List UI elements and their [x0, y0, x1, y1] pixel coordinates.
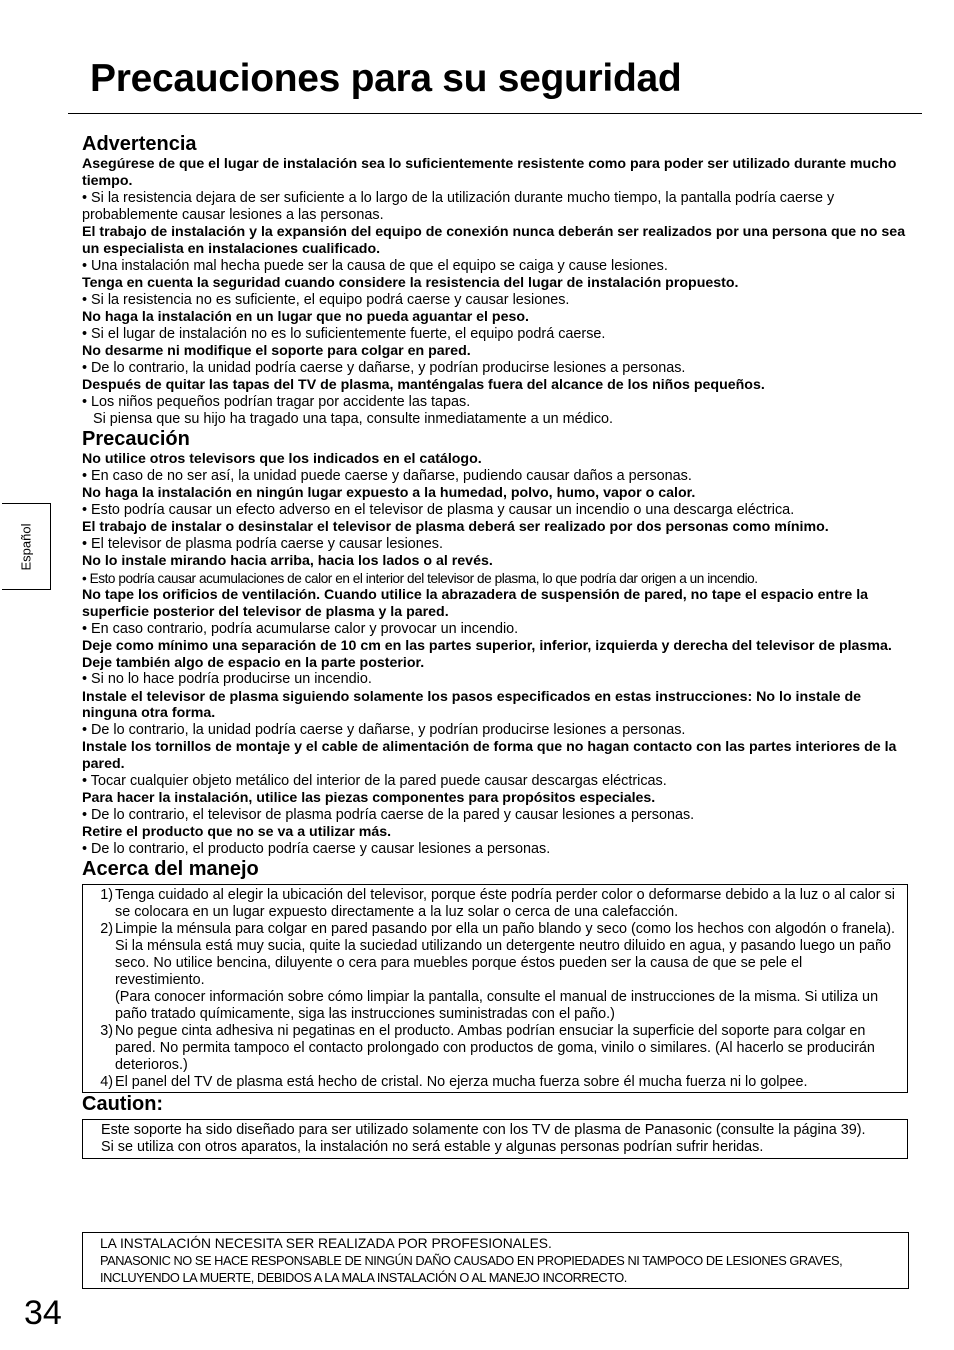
page-title: Precauciones para su seguridad	[90, 57, 682, 100]
item-number: 4)	[100, 1074, 113, 1091]
list-item	[95, 1023, 895, 1074]
caution-note: • Si no lo hace podría producirse un incendio.	[82, 671, 372, 688]
precaucion-heading: Precaución	[82, 428, 190, 450]
notice-disclaimer: PANASONIC NO SE HACE RESPONSABLE DE NINGÚN DAÑO CAUSADO EN PROPIEDADES NI TAMPOCO DE LESIONES GRAVES, INCLUYENDO LA MUERTE, DEBIDOS A LA MALA INSTALACIÓN O AL MANEJO INCORRECTO.	[100, 1253, 843, 1285]
caution-statement: No tape los orificios de ventilación. Cuando utilice la abrazadera de suspensión de pared, no tape el espacio entre la superficie posterior del televisor de plasma y la pared.	[82, 587, 869, 620]
list-item	[95, 921, 895, 1023]
caution-note: • En caso de no ser así, la unidad puede caerse y dañarse, pudiendo causar daños a personas.	[82, 467, 692, 484]
professional-notice-box	[82, 1232, 909, 1289]
caution-note: • De lo contrario, el televisor de plasma podría caerse de la pared y causar lesiones a personas.	[82, 806, 695, 823]
warning-note: • Los niños pequeños podrían tragar por accidente las tapas.	[82, 393, 471, 410]
caution-statement: Instale los tornillos de montaje y el cable de alimentación de forma que no hagan contacto con las partes interiores de la pared.	[82, 739, 897, 773]
warning-statement: No haga la instalación en un lugar que no pueda aguantar el peso.	[82, 308, 529, 325]
caution-note: • Esto podría causar acumulaciones de calor en el interior del televisor de plasma, lo que podría dar origen a un incendio.	[82, 570, 758, 586]
item-number: 2)	[100, 921, 113, 938]
manejo-heading: Acerca del manejo	[82, 858, 259, 881]
warning-statement: El trabajo de instalación y la expansión del equipo de conexión nunca deberán ser realizados por una persona que no sea un especialista en instalaciones cualificado.	[82, 224, 906, 257]
item-text: Tenga cuidado al elegir la ubicación del televisor, porque éste podría perder color o deformarse debido a la luz o al calor si se colocara en un lugar expuesto directamente a la luz solar o cerca de una calefacción.	[115, 887, 895, 921]
warning-statement: Tenga en cuenta la seguridad cuando considere la resistencia del lugar de instalación propuesto.	[82, 274, 739, 291]
advertencia-list	[82, 156, 908, 428]
warning-statement: No desarme ni modifique el soporte para colgar en pared.	[82, 342, 471, 359]
caution-note: • Esto podría causar un efecto adverso en el televisor de plasma y causar un incendio o una descarga eléctrica.	[82, 501, 795, 518]
caution-note: • En caso contrario, podría acumularse calor y provocar un incendio.	[82, 620, 519, 637]
warning-statement: Después de quitar las tapas del TV de plasma, manténgalas fuera del alcance de los niños pequeños.	[82, 376, 765, 393]
caution-statement: No lo instale mirando hacia arriba, hacia los lados o al revés.	[82, 553, 493, 569]
title-divider	[68, 113, 922, 114]
caution-statement: No utilice otros televisors que los indicados en el catálogo.	[82, 451, 482, 467]
warning-statement: Asegúrese de que el lugar de instalación sea lo suficientemente resistente como para poder ser utilizado durante mucho tiempo.	[82, 156, 897, 189]
item-text-group	[115, 921, 895, 1023]
caution-statement: Instale el televisor de plasma siguiendo solamente los pasos especificados en estas instrucciones: No lo instale de ninguna otra forma.	[82, 688, 862, 722]
caution-line: Este soporte ha sido diseñado para ser utilizado solamente con los TV de plasma de Panasonic (consulte la página 39).	[101, 1122, 866, 1139]
caution-note: • De lo contrario, el producto podría caerse y causar lesiones a personas.	[82, 840, 551, 857]
item-extra-text: (Para conocer información sobre cómo limpiar la pantalla, consulte el manual de instrucciones de la misma. Si utiliza un paño tratado químicamente, siga las instrucciones suministradas con el paño.)	[115, 989, 879, 1023]
handling-box	[82, 884, 908, 1093]
warning-note: Si piensa que su hijo ha tragado una tapa, consulte inmediatamente a un médico.	[93, 410, 614, 427]
main-content	[82, 133, 908, 1159]
list-item	[95, 887, 895, 921]
caution-note: • Tocar cualquier objeto metálico del interior de la pared puede causar descargas eléctricas.	[82, 772, 667, 789]
caution-heading: Caution:	[82, 1093, 164, 1116]
warning-note: • De lo contrario, la unidad podría caerse y dañarse, y podrían producirse lesiones a personas.	[82, 359, 686, 376]
list-item	[95, 1074, 895, 1091]
warning-note: • Una instalación mal hecha puede ser la causa de que el equipo se caiga y cause lesiones.	[82, 257, 668, 274]
page-number: 34	[24, 1294, 62, 1332]
item-number: 3)	[100, 1023, 113, 1040]
precaucion-list	[82, 451, 908, 858]
caution-box	[82, 1119, 908, 1159]
warning-note: • Si el lugar de instalación no es lo suficientemente fuerte, el equipo podrá caerse.	[82, 325, 606, 342]
warning-note: • Si la resistencia no es suficiente, el equipo podrá caerse y causar lesiones.	[82, 291, 570, 308]
caution-statement: Deje como mínimo una separación de 10 cm en las partes superior, inferior, izquierda y derecha del televisor de plasma. Deje también algo de espacio en la parte posterior.	[82, 637, 892, 671]
warning-note: • Si la resistencia dejara de ser suficiente a lo largo de la utilización durante mucho tiempo, la pantalla podría caerse y probablemente causar lesiones a las personas.	[82, 189, 835, 223]
item-text: El panel del TV de plasma está hecho de cristal. No ejerza mucha fuerza sobre él mucha fuerza ni lo golpee.	[115, 1074, 808, 1091]
caution-statement: Para hacer la instalación, utilice las piezas componentes para propósitos especiales.	[82, 790, 656, 807]
caution-line: Si se utiliza con otros aparatos, la instalación no será estable y algunas personas podrían sufrir heridas.	[101, 1139, 764, 1156]
item-text: Limpie la ménsula para colgar en pared pasando por ella un paño blando y seco (como los hechos con algodón o franela). Si la ménsula está muy sucia, quite la suciedad utilizando un detergente neutro diluido en agua, y pasando luego un paño seco. No utilice bencina, diluyente o cera para muebles porque éstos pueden ser la causa de que se pele el revestimiento.	[115, 921, 895, 989]
language-side-tab	[2, 503, 51, 590]
caution-note: • De lo contrario, la unidad podría caerse y dañarse, y podrían producirse lesiones a personas.	[82, 722, 686, 739]
caution-statement: El trabajo de instalar o desinstalar el televisor de plasma deberá ser realizado por dos personas como mínimo.	[82, 519, 829, 535]
caution-note: • El televisor de plasma podría caerse y causar lesiones.	[82, 535, 443, 552]
notice-line: LA INSTALACIÓN NECESITA SER REALIZADA POR PROFESIONALES.	[100, 1236, 552, 1251]
caution-statement: No haga la instalación en ningún lugar expuesto a la humedad, polvo, humo, vapor o calor.	[82, 485, 696, 501]
caution-statement: Retire el producto que no se va a utilizar más.	[82, 824, 392, 841]
item-number: 1)	[100, 887, 113, 904]
item-text: No pegue cinta adhesiva ni pegatinas en el producto. Ambas podrían ensuciar la superficie del soporte para colgar en pared. No permita tampoco el contacto prolongado con productos de goma, vinilo o similares. (Al hacerlo se producirán deterioros.)	[115, 1023, 875, 1074]
language-label: Español	[18, 523, 34, 570]
advertencia-heading: Advertencia	[82, 133, 197, 155]
